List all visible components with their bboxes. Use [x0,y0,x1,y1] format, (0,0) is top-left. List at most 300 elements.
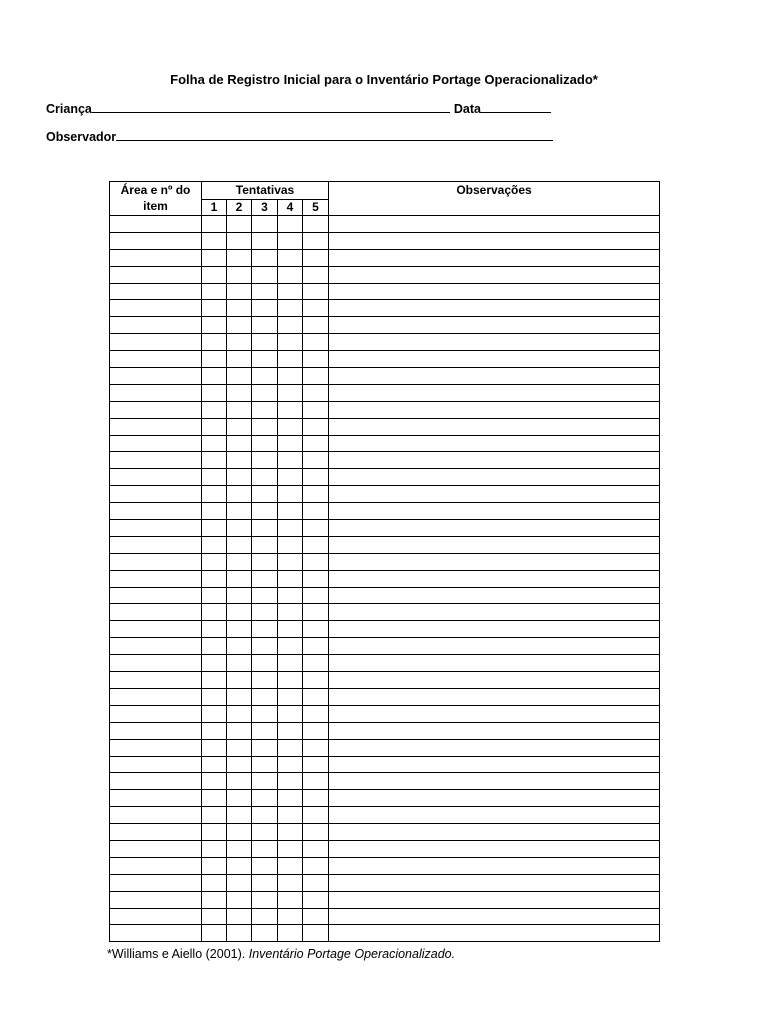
attempt-1-cell[interactable] [202,435,227,452]
attempt-2-cell[interactable] [227,418,252,435]
attempt-2-cell[interactable] [227,722,252,739]
attempt-4-cell[interactable] [278,401,303,418]
area-item-cell[interactable] [110,300,202,317]
attempt-2-cell[interactable] [227,908,252,925]
attempt-3-cell[interactable] [252,232,278,249]
attempt-3-cell[interactable] [252,756,278,773]
area-item-cell[interactable] [110,857,202,874]
attempt-3-cell[interactable] [252,604,278,621]
observacoes-cell[interactable] [329,486,660,503]
attempt-5-cell[interactable] [303,249,329,266]
area-item-cell[interactable] [110,722,202,739]
area-item-cell[interactable] [110,334,202,351]
attempt-3-cell[interactable] [252,790,278,807]
attempt-4-cell[interactable] [278,739,303,756]
attempt-2-cell[interactable] [227,317,252,334]
attempt-5-cell[interactable] [303,334,329,351]
attempt-2-cell[interactable] [227,824,252,841]
attempt-1-cell[interactable] [202,317,227,334]
attempt-2-cell[interactable] [227,486,252,503]
attempt-1-cell[interactable] [202,486,227,503]
attempt-3-cell[interactable] [252,587,278,604]
attempt-1-cell[interactable] [202,553,227,570]
attempt-5-cell[interactable] [303,553,329,570]
attempt-5-cell[interactable] [303,705,329,722]
observacoes-cell[interactable] [329,536,660,553]
attempt-5-cell[interactable] [303,925,329,942]
attempt-5-cell[interactable] [303,435,329,452]
attempt-5-cell[interactable] [303,857,329,874]
attempt-2-cell[interactable] [227,553,252,570]
attempt-2-cell[interactable] [227,672,252,689]
attempt-4-cell[interactable] [278,469,303,486]
attempt-1-cell[interactable] [202,688,227,705]
attempt-3-cell[interactable] [252,384,278,401]
attempt-1-cell[interactable] [202,790,227,807]
attempt-2-cell[interactable] [227,452,252,469]
attempt-1-cell[interactable] [202,216,227,233]
attempt-2-cell[interactable] [227,587,252,604]
attempt-4-cell[interactable] [278,435,303,452]
area-item-cell[interactable] [110,638,202,655]
area-item-cell[interactable] [110,232,202,249]
attempt-5-cell[interactable] [303,891,329,908]
attempt-2-cell[interactable] [227,232,252,249]
attempt-3-cell[interactable] [252,857,278,874]
attempt-1-cell[interactable] [202,604,227,621]
attempt-3-cell[interactable] [252,705,278,722]
area-item-cell[interactable] [110,705,202,722]
area-item-cell[interactable] [110,824,202,841]
observacoes-cell[interactable] [329,503,660,520]
attempt-1-cell[interactable] [202,368,227,385]
area-item-cell[interactable] [110,249,202,266]
attempt-3-cell[interactable] [252,418,278,435]
attempt-4-cell[interactable] [278,857,303,874]
area-item-cell[interactable] [110,672,202,689]
attempt-3-cell[interactable] [252,266,278,283]
observacoes-cell[interactable] [329,587,660,604]
attempt-5-cell[interactable] [303,773,329,790]
observacoes-cell[interactable] [329,807,660,824]
attempt-5-cell[interactable] [303,368,329,385]
attempt-4-cell[interactable] [278,486,303,503]
observacoes-cell[interactable] [329,655,660,672]
area-item-cell[interactable] [110,773,202,790]
area-item-cell[interactable] [110,621,202,638]
attempt-2-cell[interactable] [227,790,252,807]
attempt-3-cell[interactable] [252,452,278,469]
area-item-cell[interactable] [110,435,202,452]
attempt-2-cell[interactable] [227,604,252,621]
attempt-5-cell[interactable] [303,621,329,638]
attempt-2-cell[interactable] [227,266,252,283]
attempt-4-cell[interactable] [278,503,303,520]
attempt-1-cell[interactable] [202,570,227,587]
attempt-2-cell[interactable] [227,300,252,317]
attempt-5-cell[interactable] [303,587,329,604]
attempt-2-cell[interactable] [227,807,252,824]
area-item-cell[interactable] [110,503,202,520]
attempt-2-cell[interactable] [227,435,252,452]
attempt-4-cell[interactable] [278,621,303,638]
attempt-3-cell[interactable] [252,638,278,655]
attempt-1-cell[interactable] [202,469,227,486]
attempt-2-cell[interactable] [227,638,252,655]
area-item-cell[interactable] [110,874,202,891]
observacoes-cell[interactable] [329,874,660,891]
attempt-2-cell[interactable] [227,621,252,638]
area-item-cell[interactable] [110,688,202,705]
attempt-5-cell[interactable] [303,824,329,841]
attempt-1-cell[interactable] [202,925,227,942]
attempt-1-cell[interactable] [202,891,227,908]
attempt-2-cell[interactable] [227,283,252,300]
area-item-cell[interactable] [110,807,202,824]
observacoes-cell[interactable] [329,705,660,722]
attempt-1-cell[interactable] [202,232,227,249]
observacoes-cell[interactable] [329,824,660,841]
attempt-3-cell[interactable] [252,621,278,638]
attempt-4-cell[interactable] [278,840,303,857]
area-item-cell[interactable] [110,384,202,401]
attempt-3-cell[interactable] [252,824,278,841]
observacoes-cell[interactable] [329,672,660,689]
attempt-4-cell[interactable] [278,317,303,334]
area-item-cell[interactable] [110,368,202,385]
attempt-5-cell[interactable] [303,874,329,891]
attempt-5-cell[interactable] [303,672,329,689]
attempt-4-cell[interactable] [278,891,303,908]
observacoes-cell[interactable] [329,300,660,317]
attempt-2-cell[interactable] [227,503,252,520]
attempt-5-cell[interactable] [303,216,329,233]
observacoes-cell[interactable] [329,722,660,739]
attempt-1-cell[interactable] [202,908,227,925]
area-item-cell[interactable] [110,216,202,233]
attempt-5-cell[interactable] [303,908,329,925]
attempt-1-cell[interactable] [202,773,227,790]
area-item-cell[interactable] [110,570,202,587]
attempt-3-cell[interactable] [252,672,278,689]
attempt-4-cell[interactable] [278,773,303,790]
attempt-2-cell[interactable] [227,925,252,942]
area-item-cell[interactable] [110,266,202,283]
attempt-3-cell[interactable] [252,486,278,503]
attempt-5-cell[interactable] [303,790,329,807]
attempt-3-cell[interactable] [252,249,278,266]
attempt-1-cell[interactable] [202,638,227,655]
attempt-1-cell[interactable] [202,351,227,368]
attempt-3-cell[interactable] [252,773,278,790]
observacoes-cell[interactable] [329,570,660,587]
attempt-3-cell[interactable] [252,503,278,520]
observacoes-cell[interactable] [329,520,660,537]
observacoes-cell[interactable] [329,857,660,874]
observacoes-cell[interactable] [329,621,660,638]
attempt-4-cell[interactable] [278,334,303,351]
attempt-3-cell[interactable] [252,874,278,891]
attempt-4-cell[interactable] [278,368,303,385]
area-item-cell[interactable] [110,469,202,486]
attempt-4-cell[interactable] [278,384,303,401]
attempt-5-cell[interactable] [303,604,329,621]
attempt-4-cell[interactable] [278,249,303,266]
observacoes-cell[interactable] [329,604,660,621]
attempt-2-cell[interactable] [227,469,252,486]
attempt-1-cell[interactable] [202,249,227,266]
attempt-5-cell[interactable] [303,688,329,705]
observacoes-cell[interactable] [329,283,660,300]
attempt-2-cell[interactable] [227,857,252,874]
observacoes-cell[interactable] [329,688,660,705]
attempt-5-cell[interactable] [303,570,329,587]
observacoes-cell[interactable] [329,756,660,773]
area-item-cell[interactable] [110,553,202,570]
attempt-1-cell[interactable] [202,300,227,317]
attempt-3-cell[interactable] [252,807,278,824]
attempt-1-cell[interactable] [202,672,227,689]
observacoes-cell[interactable] [329,469,660,486]
attempt-5-cell[interactable] [303,722,329,739]
observacoes-cell[interactable] [329,249,660,266]
attempt-4-cell[interactable] [278,925,303,942]
attempt-2-cell[interactable] [227,536,252,553]
attempt-4-cell[interactable] [278,553,303,570]
area-item-cell[interactable] [110,452,202,469]
observacoes-cell[interactable] [329,401,660,418]
attempt-4-cell[interactable] [278,520,303,537]
attempt-4-cell[interactable] [278,232,303,249]
attempt-3-cell[interactable] [252,536,278,553]
area-item-cell[interactable] [110,604,202,621]
attempt-1-cell[interactable] [202,536,227,553]
attempt-3-cell[interactable] [252,351,278,368]
attempt-1-cell[interactable] [202,874,227,891]
attempt-4-cell[interactable] [278,604,303,621]
attempt-4-cell[interactable] [278,570,303,587]
area-item-cell[interactable] [110,756,202,773]
attempt-4-cell[interactable] [278,908,303,925]
attempt-1-cell[interactable] [202,334,227,351]
attempt-5-cell[interactable] [303,351,329,368]
attempt-4-cell[interactable] [278,807,303,824]
attempt-2-cell[interactable] [227,401,252,418]
attempt-5-cell[interactable] [303,317,329,334]
attempt-4-cell[interactable] [278,536,303,553]
attempt-5-cell[interactable] [303,739,329,756]
attempt-3-cell[interactable] [252,435,278,452]
area-item-cell[interactable] [110,536,202,553]
attempt-5-cell[interactable] [303,638,329,655]
attempt-4-cell[interactable] [278,266,303,283]
observacoes-cell[interactable] [329,232,660,249]
attempt-3-cell[interactable] [252,368,278,385]
observacoes-cell[interactable] [329,773,660,790]
attempt-1-cell[interactable] [202,824,227,841]
observacoes-cell[interactable] [329,638,660,655]
observacoes-cell[interactable] [329,435,660,452]
attempt-4-cell[interactable] [278,672,303,689]
attempt-1-cell[interactable] [202,283,227,300]
attempt-3-cell[interactable] [252,300,278,317]
attempt-5-cell[interactable] [303,655,329,672]
attempt-1-cell[interactable] [202,503,227,520]
attempt-3-cell[interactable] [252,570,278,587]
attempt-5-cell[interactable] [303,520,329,537]
attempt-4-cell[interactable] [278,874,303,891]
observacoes-cell[interactable] [329,908,660,925]
attempt-3-cell[interactable] [252,891,278,908]
attempt-2-cell[interactable] [227,705,252,722]
attempt-4-cell[interactable] [278,638,303,655]
attempt-2-cell[interactable] [227,249,252,266]
attempt-3-cell[interactable] [252,840,278,857]
observacoes-cell[interactable] [329,334,660,351]
attempt-3-cell[interactable] [252,908,278,925]
attempt-3-cell[interactable] [252,688,278,705]
attempt-1-cell[interactable] [202,401,227,418]
attempt-4-cell[interactable] [278,756,303,773]
area-item-cell[interactable] [110,401,202,418]
attempt-4-cell[interactable] [278,452,303,469]
attempt-3-cell[interactable] [252,520,278,537]
observacoes-cell[interactable] [329,553,660,570]
attempt-5-cell[interactable] [303,232,329,249]
observacoes-cell[interactable] [329,384,660,401]
attempt-1-cell[interactable] [202,722,227,739]
attempt-1-cell[interactable] [202,756,227,773]
attempt-2-cell[interactable] [227,756,252,773]
attempt-2-cell[interactable] [227,570,252,587]
attempt-3-cell[interactable] [252,216,278,233]
attempt-2-cell[interactable] [227,840,252,857]
attempt-3-cell[interactable] [252,655,278,672]
attempt-1-cell[interactable] [202,621,227,638]
attempt-2-cell[interactable] [227,655,252,672]
area-item-cell[interactable] [110,655,202,672]
attempt-3-cell[interactable] [252,283,278,300]
attempt-2-cell[interactable] [227,739,252,756]
observacoes-cell[interactable] [329,266,660,283]
attempt-3-cell[interactable] [252,739,278,756]
attempt-2-cell[interactable] [227,520,252,537]
crianca-field[interactable] [92,100,450,113]
attempt-1-cell[interactable] [202,857,227,874]
attempt-5-cell[interactable] [303,503,329,520]
attempt-4-cell[interactable] [278,705,303,722]
attempt-1-cell[interactable] [202,520,227,537]
attempt-4-cell[interactable] [278,790,303,807]
area-item-cell[interactable] [110,840,202,857]
attempt-1-cell[interactable] [202,655,227,672]
attempt-1-cell[interactable] [202,418,227,435]
observacoes-cell[interactable] [329,790,660,807]
attempt-5-cell[interactable] [303,756,329,773]
attempt-2-cell[interactable] [227,334,252,351]
attempt-1-cell[interactable] [202,807,227,824]
attempt-5-cell[interactable] [303,469,329,486]
attempt-2-cell[interactable] [227,351,252,368]
attempt-3-cell[interactable] [252,317,278,334]
attempt-5-cell[interactable] [303,840,329,857]
attempt-1-cell[interactable] [202,840,227,857]
attempt-2-cell[interactable] [227,874,252,891]
attempt-4-cell[interactable] [278,418,303,435]
attempt-5-cell[interactable] [303,486,329,503]
attempt-3-cell[interactable] [252,722,278,739]
attempt-4-cell[interactable] [278,722,303,739]
attempt-4-cell[interactable] [278,216,303,233]
attempt-4-cell[interactable] [278,351,303,368]
attempt-1-cell[interactable] [202,452,227,469]
attempt-5-cell[interactable] [303,266,329,283]
attempt-1-cell[interactable] [202,739,227,756]
area-item-cell[interactable] [110,283,202,300]
observacoes-cell[interactable] [329,216,660,233]
attempt-4-cell[interactable] [278,283,303,300]
attempt-4-cell[interactable] [278,688,303,705]
attempt-2-cell[interactable] [227,368,252,385]
area-item-cell[interactable] [110,790,202,807]
attempt-5-cell[interactable] [303,452,329,469]
attempt-1-cell[interactable] [202,587,227,604]
attempt-5-cell[interactable] [303,418,329,435]
area-item-cell[interactable] [110,925,202,942]
attempt-3-cell[interactable] [252,925,278,942]
area-item-cell[interactable] [110,486,202,503]
attempt-2-cell[interactable] [227,384,252,401]
observacoes-cell[interactable] [329,351,660,368]
attempt-4-cell[interactable] [278,655,303,672]
area-item-cell[interactable] [110,351,202,368]
area-item-cell[interactable] [110,908,202,925]
observacoes-cell[interactable] [329,840,660,857]
data-field[interactable] [481,100,551,113]
attempt-4-cell[interactable] [278,587,303,604]
area-item-cell[interactable] [110,520,202,537]
area-item-cell[interactable] [110,418,202,435]
observacoes-cell[interactable] [329,891,660,908]
attempt-3-cell[interactable] [252,334,278,351]
attempt-5-cell[interactable] [303,283,329,300]
attempt-5-cell[interactable] [303,536,329,553]
attempt-2-cell[interactable] [227,891,252,908]
observacoes-cell[interactable] [329,368,660,385]
attempt-3-cell[interactable] [252,553,278,570]
attempt-2-cell[interactable] [227,773,252,790]
attempt-4-cell[interactable] [278,300,303,317]
attempt-1-cell[interactable] [202,266,227,283]
area-item-cell[interactable] [110,891,202,908]
attempt-2-cell[interactable] [227,216,252,233]
attempt-5-cell[interactable] [303,807,329,824]
observacoes-cell[interactable] [329,925,660,942]
observacoes-cell[interactable] [329,452,660,469]
attempt-5-cell[interactable] [303,300,329,317]
attempt-2-cell[interactable] [227,688,252,705]
area-item-cell[interactable] [110,739,202,756]
area-item-cell[interactable] [110,317,202,334]
observacoes-cell[interactable] [329,317,660,334]
observador-field[interactable] [116,128,553,141]
observacoes-cell[interactable] [329,739,660,756]
attempt-1-cell[interactable] [202,705,227,722]
observacoes-cell[interactable] [329,418,660,435]
attempt-5-cell[interactable] [303,384,329,401]
attempt-4-cell[interactable] [278,824,303,841]
attempt-3-cell[interactable] [252,401,278,418]
